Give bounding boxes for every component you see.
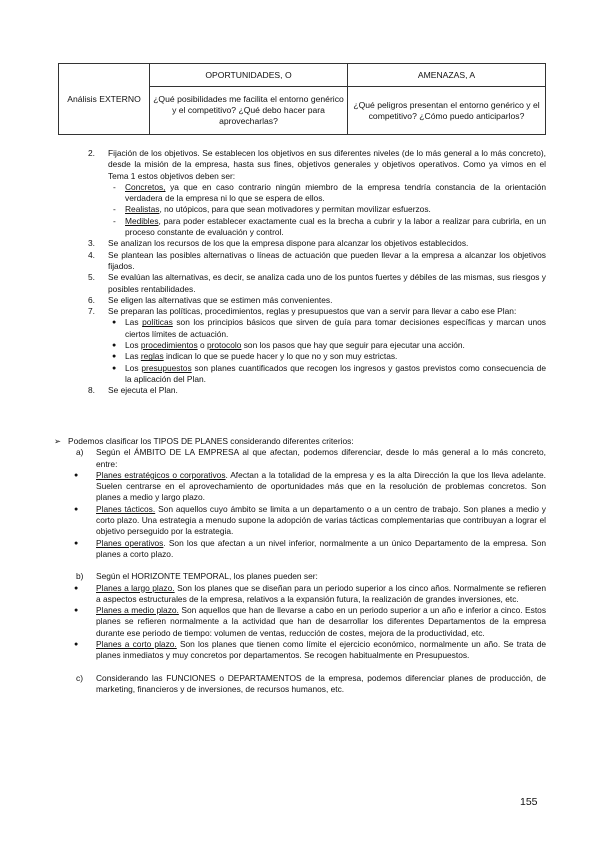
bullet-icon: ● bbox=[112, 342, 117, 350]
plan-types-section bbox=[54, 436, 547, 695]
threats-cell: ¿Qué peligros presentan el entorno genérico y el competitivo? ¿Cómo puedo anticiparlos? bbox=[348, 87, 546, 135]
plan-corto-plazo: ● Planes a corto plazo. Son los planes que tienen como límite el ejercicio económico, normalmente un año. Se trata de planes inmediatos y muy concretos por departamentos. Se recogen habitualmente en Presupuestos. bbox=[74, 639, 547, 661]
step-6: 6. Se eligen las alternativas que se estimen más convenientes. bbox=[88, 294, 333, 305]
criterion-c: c) Considerando las FUNCIONES o DEPARTAMENTOS de la empresa, podemos diferenciar planes de producción, de marketing, financieros y de inversiones, de recursos humanos, etc. bbox=[76, 672, 546, 694]
step-8: 8. Se ejecuta el Plan. bbox=[88, 385, 178, 396]
plan-largo-plazo: ● Planes a largo plazo. Son los planes que se diseñan para un periodo superior a los cinco años. Normalmente se refieren a aspectos estructurales de la empresa, relativos a la expansión futura, la realización de grandes inversiones, etc. bbox=[74, 582, 546, 604]
step-7: 7. Se preparan las políticas, procedimientos, reglas y presupuestos que van a servir para llevar a cabo ese Plan: bbox=[88, 306, 517, 317]
planning-steps bbox=[88, 148, 546, 397]
objective-concretos: - Concretos, ya que en caso contrario ningún miembro de la empresa tendría constancia de la orientación verdadera de la empresa ni lo que se espera de ellos. bbox=[113, 181, 546, 204]
objective-realistas: - Realistas, no utópicos, para que sean motivadores y permitan movilizar esfuerzos. bbox=[113, 204, 431, 215]
step-4: 4. Se plantean las posibles alternativas o líneas de actuación que pueden llevar a la empresa a alcanzar los objetivos fijados. bbox=[88, 249, 546, 271]
plan-estrategicos: ● Planes estratégicos o corporativos. Afectan a la totalidad de la empresa y es la alta Dirección la que los lleva adelante. Suelen centrarse en el aprovechamiento de oportunidades más que en la resolución de problemas concretos. Son planes a medio y largo plazo. bbox=[74, 469, 546, 503]
plan-medio-plazo: ● Planes a medio plazo. Son aquellos que han de llevarse a cabo en un periodo superior a un año e inferior a cinco. Estos planes se refieren normalmente a la actividad que han de desarrollar los diferentes Departamentos de la empresa durante ese periodo de tiempo: volumen de ventas, reducción de costes, mejora de la productividad, etc. bbox=[74, 605, 547, 638]
plan-operativos: ● Planes operativos. Son los que afectan a un nivel inferior, normalmente a un único Departamento de la empresa. Son planes a corto plazo. bbox=[74, 537, 547, 559]
bullet-icon: ● bbox=[74, 471, 79, 479]
plan-types-intro: ➢ Podemos clasificar los TIPOS DE PLANES considerando diferentes criterios: bbox=[54, 436, 354, 446]
opportunities-header: OPORTUNIDADES, O bbox=[150, 64, 348, 87]
item-presupuestos: ● Los presupuestos son planes cuantificados que recogen los ingresos y gastos previstos como consecuencia de la aplicación del Plan. bbox=[112, 362, 546, 384]
step-3: 3. Se analizan los recursos de los que la empresa dispone para alcanzar los objetivos establecidos. bbox=[88, 238, 469, 249]
bullet-icon: ● bbox=[74, 641, 79, 649]
bullet-icon: ● bbox=[74, 584, 79, 592]
threats-header: AMENAZAS, A bbox=[348, 64, 546, 87]
external-analysis-label: Análisis EXTERNO bbox=[59, 64, 150, 135]
plan-tacticos: ● Planes tácticos. Son aquellos cuyo ámbito se limita a un departamento o a un centro de trabajo. Son planes a medio y corto plazo. Una estrategia a menudo supone la adopción de varias tácticas complementarias que contribuyan a lograr el objetivo perseguido por la estrategia. bbox=[74, 503, 546, 537]
swot-external-table bbox=[58, 63, 546, 135]
step-5: 5. Se evalúan las alternativas, es decir, se analiza cada uno de los puntos fuertes y débiles de las mismas, sus riesgos y posibles rentabilidades. bbox=[88, 272, 546, 294]
arrow-icon: ➢ bbox=[54, 436, 62, 446]
item-reglas: ● Las reglas indican lo que se puede hacer y lo que no y son muy estrictas. bbox=[112, 351, 398, 362]
bullet-icon: ● bbox=[112, 364, 117, 372]
bullet-icon: ● bbox=[112, 319, 117, 327]
step-2: 2. Fijación de los objetivos. Se establecen los objetivos en sus diferentes niveles (de lo más general a lo más concreto), desde la misión de la empresa, hasta sus fines, objetivos generales y objetivos operativos. Como ya vimos en el Tema 1 estos objetivos deben ser: bbox=[88, 148, 546, 181]
bullet-icon: ● bbox=[112, 353, 117, 361]
page-number: 155 bbox=[520, 796, 538, 808]
item-politicas: ● Las políticas son los principios básicos que sirven de guía para tomar decisiones específicas y marcan unos ciertos límites de actuación. bbox=[112, 317, 546, 339]
objective-medibles: - Medibles, para poder establecer exactamente cual es la brecha a cubrir y la labor a realizar para cubrirla, en un proceso constante de evaluación y control. bbox=[113, 215, 546, 238]
criterion-a: a) Según el ÁMBITO DE LA EMPRESA al que afectan, podemos diferenciar, desde lo más general a lo más concreto, entre: bbox=[76, 447, 546, 469]
bullet-icon: ● bbox=[74, 505, 79, 513]
bullet-icon: ● bbox=[74, 539, 79, 547]
item-procedimientos: ● Los procedimientos o protocolo son los pasos que hay que seguir para ejecutar una acción. bbox=[112, 340, 465, 351]
bullet-icon: ● bbox=[74, 607, 79, 615]
opportunities-cell: ¿Qué posibilidades me facilita el entorno genérico y el competitivo? ¿Qué debo hacer para aprovecharlas? bbox=[150, 87, 348, 135]
criterion-b: b) Según el HORIZONTE TEMPORAL, los planes pueden ser: bbox=[76, 571, 318, 582]
